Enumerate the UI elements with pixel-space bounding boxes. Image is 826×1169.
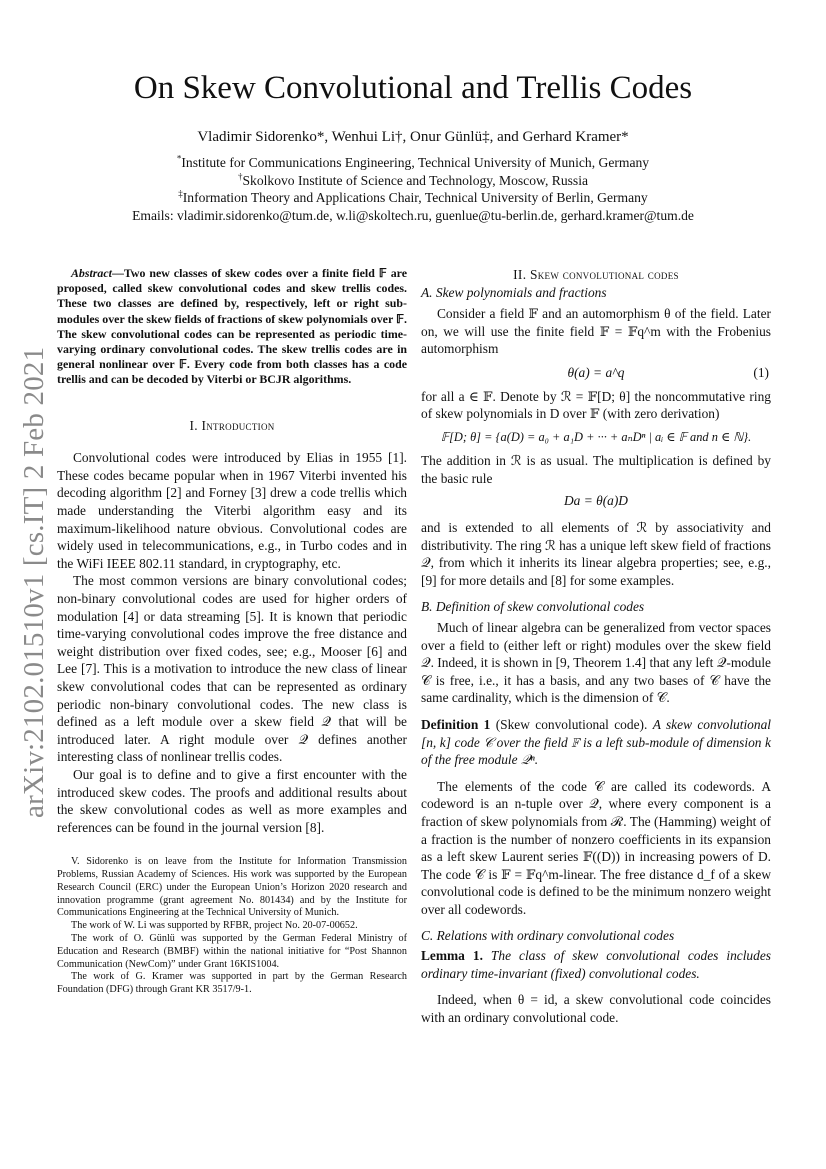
lemma-1-label: Lemma 1.: [421, 948, 483, 964]
intro-paragraph-3: Our goal is to define and to give a first encounter with the introduced skew codes. The proofs and additional results about the skew convolutional codes as well as more examples and references can be found in the journal version [8].: [57, 766, 407, 835]
section2-paragraph-b2: The elements of the code 𝒞 are called its codewords. A codeword is an n-tuple over 𝒬, where every component is a fraction of skew polynomials from ℛ. The (Hamming) weight of a fraction is the number of nonzero coefficients in its expansion as a left skew Laurent series 𝔽((D)) in increasing powers of D. The code 𝒞 is 𝔽 = 𝔽q^m-linear. The free distance d_f of a skew convolutional code is defined to be the minimum nonzero weight over all codewords.: [421, 778, 771, 917]
lemma-1-text: The class of skew convolutional codes includes ordinary time-invariant (fixed) convolutional codes.: [421, 948, 771, 981]
equation-2: 𝔽[D; θ] = {a(D) = a₀ + a₁D + ··· + aₙDⁿ | aᵢ ∈ 𝔽 and n ∈ ℕ}.: [440, 429, 752, 444]
section2-paragraph-c1: Indeed, when θ = id, a skew convolutional code coincides with an ordinary convolutional code.: [421, 992, 771, 1025]
equation-1-number: (1): [753, 364, 769, 380]
section-heading-skew-codes: II. Skew convolutional codes: [513, 267, 679, 282]
lemma-1: [421, 947, 771, 982]
footnote-gunlu: The work of O. Günlü was supported by the German Federal Ministry of Education and Research (BMBF) within the national initiative for “Post Shannon Communication (NewCom)” under Grant 16KIS1004.: [57, 933, 407, 970]
intro-paragraph-1: Convolutional codes were introduced by Elias in 1955 [1]. These codes became popular when in 1967 Viterbi invented his decoding algorithm [2] and Forney [3] drew a code trellis which made understanding the Viterbi algorithm easy and its maximum-likelihood nature obvious. Convolutional codes are widely used in telecommunications, e.g., in Turbo codes and in the WiFi IEEE 802.11 standard, in cryptography, etc.: [57, 450, 407, 571]
email-line: Emails: vladimir.sidorenko@tum.de, w.li@skoltech.ru, guenlue@tu-berlin.de, gerhard.kramer@tum.de: [132, 207, 694, 223]
abstract: [57, 266, 407, 388]
subsection-heading-a: A. Skew polynomials and fractions: [421, 284, 607, 300]
footnote-li: The work of W. Li was supported by RFBR, project No. 20-07-00652.: [71, 920, 358, 932]
definition-1-text: A skew convolutional [n, k] code 𝒞 over the field 𝔽 is a left sub-module of dimension k of the free module 𝒬ⁿ.: [421, 717, 771, 768]
affiliation-2: †Skolkovo Institute of Science and Technology, Moscow, Russia: [237, 170, 589, 188]
section-heading-introduction: I. Introduction: [189, 417, 275, 433]
section2-paragraph-b1: Much of linear algebra can be generalized from vector spaces over a field to (either left or right) modules over the skew field 𝒬. Indeed, it is shown in [9, Theorem 1.4] that any left 𝒬-module 𝒞 is free, i.e., it has a basis, and any two bases of 𝒞 have the same cardinality, which is the dimension of 𝒞.: [421, 620, 771, 706]
subsection-heading-c: C. Relations with ordinary convolutional codes: [421, 927, 675, 943]
abstract-text: —Two new classes of skew codes over a finite field 𝔽 are proposed, called skew convolutional codes and skew trellis codes. These two classes are defined by, respectively, left or right sub-modules over the skew fields of fractions of skew polynomials over 𝔽. The skew convolutional codes can be represented as periodic time-varying ordinary convolutional codes. The skew trellis codes are in general nonlinear over 𝔽. Every code from both classes has a code trellis and can be decoded by Viterbi or BCJR algorithms.: [57, 266, 407, 387]
right-column: [421, 266, 771, 1027]
footnote-sidorenko: V. Sidorenko is on leave from the Institute for Information Transmission Problems, Russian Academy of Sciences. His work was supported by the European Research Council (ERC) under the European Union’s Horizon 2020 research and innovation programme (grant agreement No. 801434) and by the Institute for Communications Engineering at the Technical University of Munich.: [57, 856, 407, 919]
equation-1: [421, 364, 771, 382]
paper-title: On Skew Convolutional and Trellis Codes: [133, 70, 693, 106]
definition-1: [421, 716, 771, 769]
definition-1-label: Definition 1: [421, 717, 491, 733]
intro-paragraph-2: The most common versions are binary convolutional codes; non-binary convolutional codes are used for higher orders of modulation [4] or data streaming [5]. It is known that periodic time-varying convolutional codes improve the free distance and weight distribution over fixed codes, see; e.g., Mooser [6] and Lee [7]. This is a motivation to introduce the new class of linear skew convolutional codes that can be represented as ordinary periodic non-binary convolutional codes. The new class is defined as a left module over a skew field 𝒬 that will be introduced later. A right module over 𝒬 defines another interesting class of nonlinear trellis codes.: [57, 573, 407, 765]
affiliation-1-text: Institute for Communications Engineering, Technical University of Munich, Germany: [181, 155, 650, 170]
section2-paragraph-a4: and is extended to all elements of ℛ by associativity and distributivity. The ring ℛ has a unique left skew field of fractions 𝒬, from which it inherits its linear algebra properties; see, e.g., [9] for more details and [8] for some examples.: [421, 520, 771, 588]
equation-1-body: θ(a) = a^q: [567, 364, 625, 380]
left-column: [57, 266, 407, 997]
subsection-heading-b: B. Definition of skew convolutional codes: [421, 598, 645, 614]
definition-1-paren: (Skew convolutional code).: [495, 717, 648, 733]
arxiv-identifier-stamp: arXiv:2102.01510v1 [cs.IT] 2 Feb 2021: [18, 346, 50, 818]
section2-paragraph-a3: The addition in ℛ is as usual. The multiplication is defined by the basic rule: [421, 453, 771, 486]
affiliation-2-text: Skolkovo Institute of Science and Technology, Moscow, Russia: [242, 172, 589, 188]
affiliation-1: *Institute for Communications Engineering, Technical University of Munich, Germany: [176, 153, 650, 170]
abstract-label: Abstract: [71, 266, 112, 280]
footnote-kramer: The work of G. Kramer was supported in part by the German Research Foundation (DFG) through Grant KR 3517/9-1.: [57, 971, 407, 996]
footnotes: [57, 856, 407, 997]
equation-3: Da = θ(a)D: [564, 492, 628, 508]
section2-paragraph-a2: for all a ∈ 𝔽. Denote by ℛ = 𝔽[D; θ] the noncommutative ring of skew polynomials in D over 𝔽 (with zero derivation): [421, 388, 771, 422]
author-list: Vladimir Sidorenko*, Wenhui Li†, Onur Günlü‡, and Gerhard Kramer*: [197, 129, 629, 145]
affiliations: [0, 154, 826, 224]
affiliation-3: ‡Information Theory and Applications Chair, Technical University of Berlin, Germany: [178, 188, 648, 205]
section2-paragraph-a1: Consider a field 𝔽 and an automorphism θ of the field. Later on, we will use the finite field 𝔽 = 𝔽q^m with the Frobenius automorphism: [421, 306, 771, 357]
affiliation-3-text: Information Theory and Applications Chair, Technical University of Berlin, Germany: [182, 190, 648, 205]
